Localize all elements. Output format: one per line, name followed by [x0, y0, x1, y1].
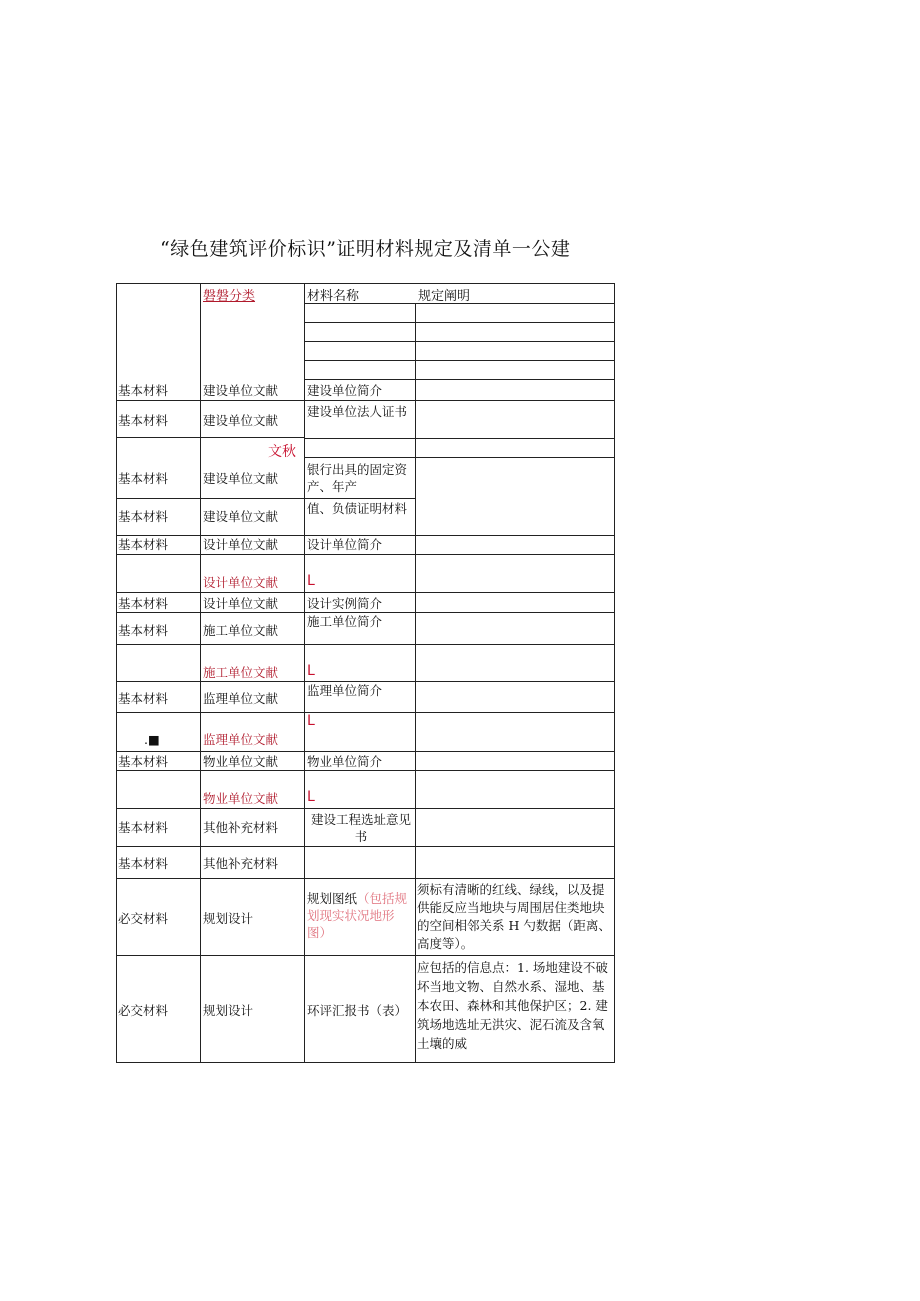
cell-type: 基本材料: [118, 537, 169, 552]
cell-category: 施工单位文献: [203, 623, 279, 638]
row-line: [304, 438, 615, 439]
cell-type: 基本材料: [118, 754, 169, 769]
row-line: [116, 770, 615, 771]
cell-category: 其他补充材料: [203, 820, 279, 835]
cell-category: 建设单位文献: [203, 413, 279, 428]
cell-material: 建设单位法人证书: [307, 404, 408, 419]
cell-type: 基本材料: [118, 509, 169, 524]
cell-material: 银行出具的固定资产、年产: [307, 462, 408, 494]
cell-description: 须标有清晰的红线、绿线，以及提供能反应当地块与周围居住类地块的空间相邻关系 H 勺数据（距离、高度等）。: [417, 882, 611, 951]
row-line: [116, 878, 615, 879]
row-line: [116, 712, 615, 713]
cell-material: 设计单位简介: [307, 537, 383, 552]
row-line: [116, 554, 615, 555]
cell-type: 基本材料: [118, 691, 169, 706]
cell-type: 必交材料: [118, 911, 169, 926]
cell-material: L: [307, 713, 315, 729]
row-line: [116, 437, 304, 438]
row-line: [304, 341, 615, 342]
cell-type: .■: [144, 732, 160, 747]
table-border-top: [116, 283, 615, 284]
cell-material: 设计实例简介: [307, 596, 383, 611]
cell-material: L: [307, 573, 315, 589]
cell-type: 基本材料: [118, 383, 169, 398]
row-line: [116, 751, 615, 752]
material-note-text: （包括规划现实状况地形图）: [307, 891, 408, 940]
cell-category: 物业单位文献: [203, 791, 279, 806]
row-line: [116, 955, 615, 956]
cell-type: 基本材料: [118, 623, 169, 638]
cell-type: 基本材料: [118, 856, 169, 871]
column-divider-3: [415, 303, 416, 1063]
page-title: “绿色建筑评价标识”证明材料规定及清单一公建: [160, 238, 571, 260]
cell-category: 物业单位文献: [203, 754, 279, 769]
cell-material: 建设单位简介: [307, 383, 383, 398]
table-border-bottom: [116, 1062, 615, 1063]
cell-description: 应包括的信息点：1. 场地建设不破坏当地文物、自然水系、湿地、基本农田、森林和其他保护区；2. 建筑场地选址无洪灾、泥石流及含氧土壤的威: [417, 960, 608, 1051]
cell-material: 物业单位简介: [307, 754, 383, 769]
row-line: [116, 592, 615, 593]
header-category: 磐磐分类: [203, 289, 256, 304]
cell-material: 建设工程选址意见书: [310, 812, 411, 844]
cell-material: 值、负债证明材料: [307, 501, 408, 516]
cell-type: 基本材料: [118, 820, 169, 835]
cell-category: 规划设计: [203, 911, 254, 926]
cell-material: 环评汇报书（表）: [307, 1003, 408, 1018]
cell-material: [307, 890, 413, 941]
cell-category: 其他补充材料: [203, 856, 279, 871]
row-line: [304, 457, 615, 458]
cell-category: 建设单位文献: [203, 383, 279, 398]
material-main-text: 规划图纸: [307, 891, 358, 906]
cell-type: 必交材料: [118, 1003, 169, 1018]
cell-category: 施工单位文献: [203, 665, 279, 680]
cell-type: 基本材料: [118, 471, 169, 486]
row-line: [116, 846, 615, 847]
cell-category: 建设单位文献: [203, 509, 279, 524]
cell-type: 基本材料: [118, 596, 169, 611]
row-line: [304, 360, 615, 361]
cell-category: 建设单位文献: [203, 471, 279, 486]
cell-category: 监理单位文献: [203, 691, 279, 706]
cell-material: L: [307, 663, 315, 679]
cell-material: 监理单位简介: [307, 683, 383, 698]
cell-type: 基本材料: [118, 413, 169, 428]
row-line: [116, 808, 615, 809]
header-description: 规定阐明: [418, 289, 471, 304]
row-line: [304, 379, 615, 380]
cell-category: 规划设计: [203, 1003, 254, 1018]
cell-material: 施工单位简介: [307, 614, 383, 629]
header-material-name: 材料名称: [307, 289, 360, 304]
cell-category: 设计单位文献: [203, 575, 279, 590]
row-line: [116, 400, 615, 401]
row-line: [116, 644, 615, 645]
cell-category: 监理单位文献: [203, 732, 279, 747]
row-line: [116, 498, 415, 499]
row-line: [304, 322, 615, 323]
cell-category: 设计单位文献: [203, 596, 279, 611]
cell-material: L: [307, 789, 315, 805]
cell-category: 设计单位文献: [203, 537, 279, 552]
stray-text: 文秋: [268, 444, 296, 460]
